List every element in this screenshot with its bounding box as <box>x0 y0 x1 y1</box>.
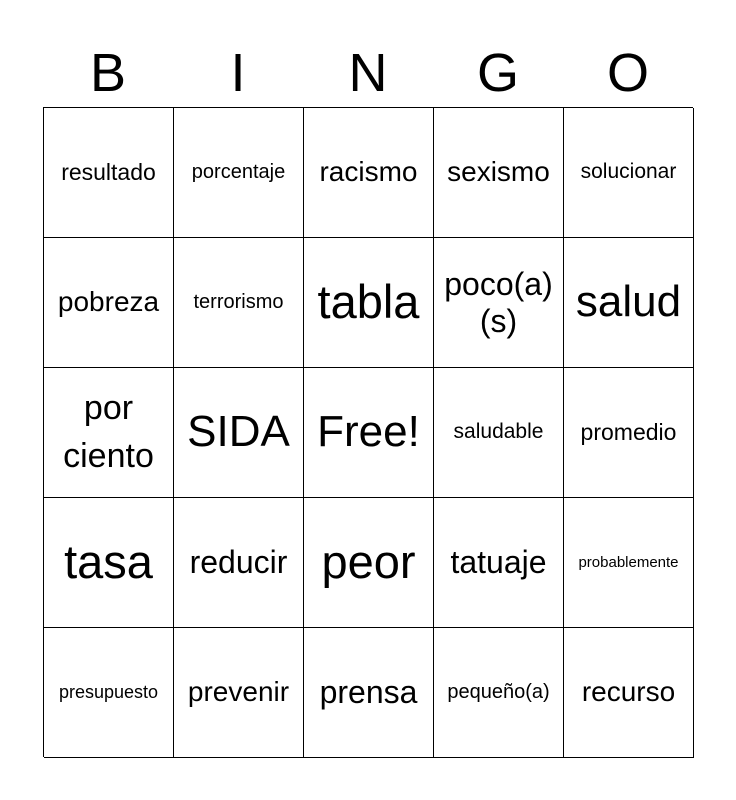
cell-text: sexismo <box>447 156 550 188</box>
cell-text: resultado <box>61 159 156 186</box>
bingo-cell[interactable] <box>304 628 434 758</box>
cell-text: Free! <box>317 407 420 457</box>
bingo-cell[interactable] <box>304 238 434 368</box>
bingo-cell[interactable] <box>44 498 174 628</box>
cell-text: tabla <box>317 275 420 329</box>
cell-text: peor <box>321 535 416 589</box>
cell-text: pobreza <box>57 286 160 318</box>
bingo-cell[interactable] <box>174 368 304 498</box>
cell-text: tasa <box>64 535 153 589</box>
cell-text: promedio <box>580 419 677 446</box>
bingo-cell[interactable] <box>434 368 564 498</box>
header-letter-b: B <box>89 43 127 103</box>
cell-text: poco(a)(s) <box>444 265 553 339</box>
cell-text: probablemente <box>578 553 679 571</box>
cell-text: reducir <box>189 544 288 581</box>
bingo-cell[interactable] <box>174 628 304 758</box>
cell-text: SIDA <box>187 407 290 457</box>
bingo-cell[interactable] <box>564 498 694 628</box>
cell-text: solucionar <box>580 160 677 184</box>
bingo-cell[interactable] <box>44 238 174 368</box>
cell-text: recurso <box>581 676 676 708</box>
bingo-card <box>43 107 693 757</box>
cell-text: salud <box>575 277 682 327</box>
bingo-cell[interactable] <box>44 108 174 238</box>
cell-text: terrorismo <box>193 291 284 313</box>
bingo-cell[interactable] <box>434 238 564 368</box>
cell-text: presupuesto <box>58 682 159 703</box>
bingo-cell[interactable] <box>434 108 564 238</box>
bingo-cell[interactable] <box>304 498 434 628</box>
bingo-cell[interactable] <box>44 628 174 758</box>
bingo-cell[interactable] <box>564 368 694 498</box>
header-letter-i: I <box>230 43 246 103</box>
cell-text: saludable <box>453 420 544 444</box>
bingo-cell[interactable] <box>564 238 694 368</box>
bingo-header <box>43 40 693 106</box>
cell-text: tatuaje <box>450 544 547 581</box>
header-letter-n: N <box>348 43 388 103</box>
bingo-cell[interactable] <box>564 108 694 238</box>
cell-text: racismo <box>319 156 418 188</box>
bingo-cell[interactable] <box>174 238 304 368</box>
bingo-cell[interactable] <box>434 628 564 758</box>
bingo-cell[interactable] <box>564 628 694 758</box>
cell-text: prensa <box>319 674 418 711</box>
bingo-cell[interactable] <box>44 368 174 498</box>
header-letter-o: O <box>606 43 649 103</box>
bingo-cell[interactable] <box>174 108 304 238</box>
cell-text: porcentaje <box>191 161 286 183</box>
bingo-cell[interactable] <box>304 108 434 238</box>
bingo-cell[interactable] <box>434 498 564 628</box>
cell-text: por ciento <box>63 388 154 475</box>
free-space[interactable] <box>304 368 434 498</box>
cell-text: pequeño(a) <box>447 681 550 703</box>
cell-text: prevenir <box>187 676 290 708</box>
header-letter-g: G <box>476 43 519 103</box>
bingo-cell[interactable] <box>174 498 304 628</box>
